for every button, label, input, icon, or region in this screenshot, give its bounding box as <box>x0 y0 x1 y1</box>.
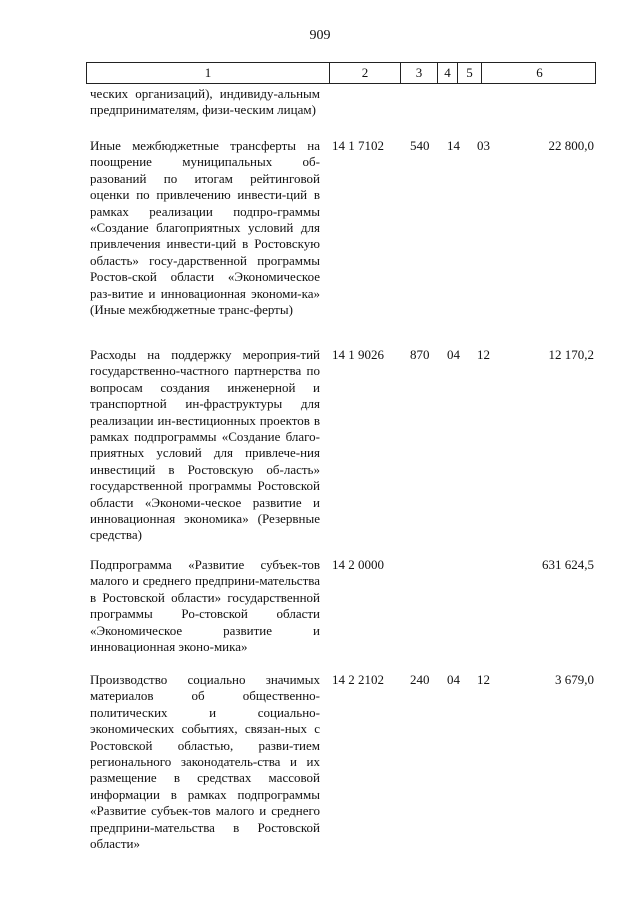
row-amount: 12 170,2 <box>548 347 594 362</box>
row-amount: 631 624,5 <box>542 557 594 572</box>
header-col-4: 4 <box>437 63 457 83</box>
row-section: 14 <box>447 138 460 153</box>
row-description: ческих организаций), индивиду-альным предпринимателям, физи-ческим лицам) <box>90 86 320 118</box>
row-description: Расходы на поддержку мероприя-тий государственно-частного партнерства по вопросам создания инженерной и транспортной ин-фраструктуры для реализации ин-вестиционных проектов в рамках подпрограммы «Создание благо-приятных условий для привлече-ния инвестиций в Ростовскую об-ласть» государственной программы Ростовской области «Экономи-ческое развитие и инновационная экономика» (Резервные средства) <box>90 347 320 543</box>
row-description: Производство социально значимых материалов об общественно-политических и социально-экономических событиях, связан-ных с Ростовской областью, разви-тием регионального законодатель-ства и их размещение в средствах массовой информации в рамках подпрограммы «Развитие субъек-тов малого и среднего предприни-мательства в Ростовской области» <box>90 672 320 852</box>
row-amount: 3 679,0 <box>555 672 594 687</box>
row-amount: 22 800,0 <box>548 138 594 153</box>
page-number: 909 <box>309 28 331 43</box>
row-subsection: 03 <box>477 138 490 153</box>
row-expense-type: 240 <box>410 672 430 687</box>
row-description: Подпрограмма «Развитие субъек-тов малого и среднего предприни-мательства в Ростовской области» государственной программы Ро-стовской области «Экономическое развитие и инновационная эконо-мика» <box>90 557 320 655</box>
row-section: 04 <box>447 347 460 362</box>
header-col-5: 5 <box>457 63 481 83</box>
header-col-6: 6 <box>481 63 597 83</box>
header-col-1: 1 <box>204 65 212 80</box>
row-target-code: 14 1 7102 <box>332 138 384 153</box>
table-header <box>86 62 596 84</box>
row-target-code: 14 2 2102 <box>332 672 384 687</box>
row-subsection: 12 <box>477 347 490 362</box>
row-expense-type: 540 <box>410 138 430 153</box>
row-target-code: 14 2 0000 <box>332 557 384 572</box>
row-target-code: 14 1 9026 <box>332 347 384 362</box>
row-description: Иные межбюджетные трансферты на поощрение муниципальных об-разований по итогам рейтинговой оценки по привлечению инвести-ций в рамках реализации подпро-граммы «Создание благоприятных условий для привлечения инвести-ций в Ростовскую область» госу-дарственной программы Ростов-ской области «Экономическое раз-витие и инновационная экономи-ка» (Иные межбюджетные транс-ферты) <box>90 138 320 318</box>
header-col-2: 2 <box>329 63 400 83</box>
row-subsection: 12 <box>477 672 490 687</box>
row-section: 04 <box>447 672 460 687</box>
header-col-3: 3 <box>400 63 437 83</box>
row-expense-type: 870 <box>410 347 430 362</box>
